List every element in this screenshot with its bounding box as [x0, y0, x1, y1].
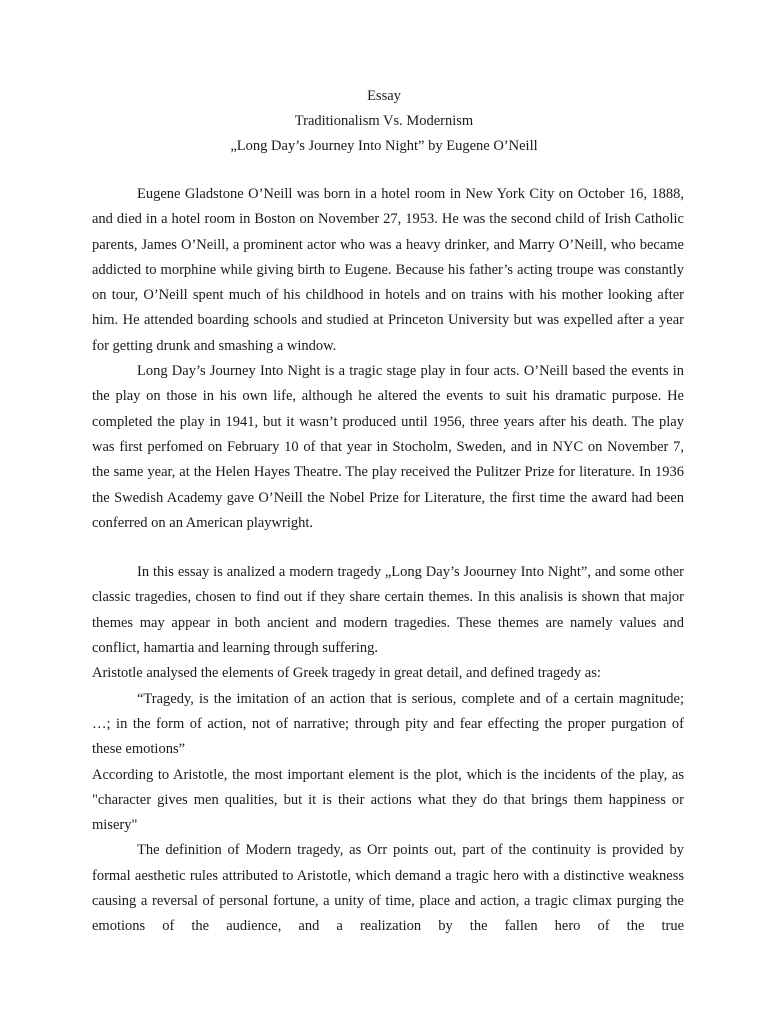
title-line-topic: Traditionalism Vs. Modernism — [294, 113, 474, 129]
document-body — [92, 182, 684, 940]
paragraph-gap — [92, 536, 684, 560]
title-block — [0, 84, 768, 159]
title-line-work: „Long Day’s Journey Into Night” by Eugene O’Neill — [230, 138, 538, 154]
paragraph-modern-tragedy: The definition of Modern tragedy, as Orr points out, part of the continuity is provided by formal aesthetic rules attributed to Aristotle, which demand a tragic hero with a distinctive weakness causing a reversal of personal fortune, a unity of time, place and action, a tragic climax purging the emotions of the audience, and a realization by the fallen hero of the true — [92, 842, 684, 935]
title-line-essay: Essay — [367, 88, 401, 104]
paragraph-essay-intro: In this essay is analized a modern tragedy „Long Day’s Joourney Into Night”, and some other classic tragedies, chosen to find out if they share certain themes. In this analisis is shown that major themes may appear in both ancient and modern tragedies. These themes are namely values and conflict, hamartia and learning through suffering. — [92, 564, 684, 657]
quote-tragedy-definition: “Tragedy, is the imitation of an action that is serious, complete and of a certain magnitude; …; in the form of action, not of narrative; through pity and fear effecting the proper purgation of these emotions” — [92, 690, 684, 758]
paragraph-plot: According to Aristotle, the most important element is the plot, which is the incidents of the play, as "character gives men qualities, but it is their actions what they do that brings them happiness or misery" — [92, 766, 684, 834]
paragraph-biography: Eugene Gladstone O’Neill was born in a hotel room in New York City on October 16, 1888, and died in a hotel room in Boston on November 27, 1953. He was the second child of Irish Catholic parents, James O’Neill, a prominent actor who was a heavy drinker, and Marry O’Neill, who became addicted to morphine while giving birth to Eugene. Because his father’s acting troupe was constantly on tour, O’Neill spent much of his childhood in hotels and on trains with his mother looking after him. He attended boarding schools and studied at Princeton University but was expelled after a year for getting drunk and smashing a window. — [92, 186, 684, 354]
paragraph-play: Long Day’s Journey Into Night is a tragic stage play in four acts. O’Neill based the events in the play on those in his own life, although he altered the events to suit his dramatic purpose. He completed the play in 1941, but it wasn’t produced until 1956, three years after his death. The play was first perfomed on February 10 of that year in Stocholm, Sweden, and in NYC on November 7, the same year, at the Helen Hayes Theatre. The play received the Pulitzer Prize for literature. In 1936 the Swedish Academy gave O’Neill the Nobel Prize for Literature, the first time the award had been conferred on an American playwright. — [92, 363, 684, 531]
paragraph-aristotle-definition: Aristotle analysed the elements of Greek tragedy in great detail, and defined tragedy as: — [92, 665, 601, 682]
